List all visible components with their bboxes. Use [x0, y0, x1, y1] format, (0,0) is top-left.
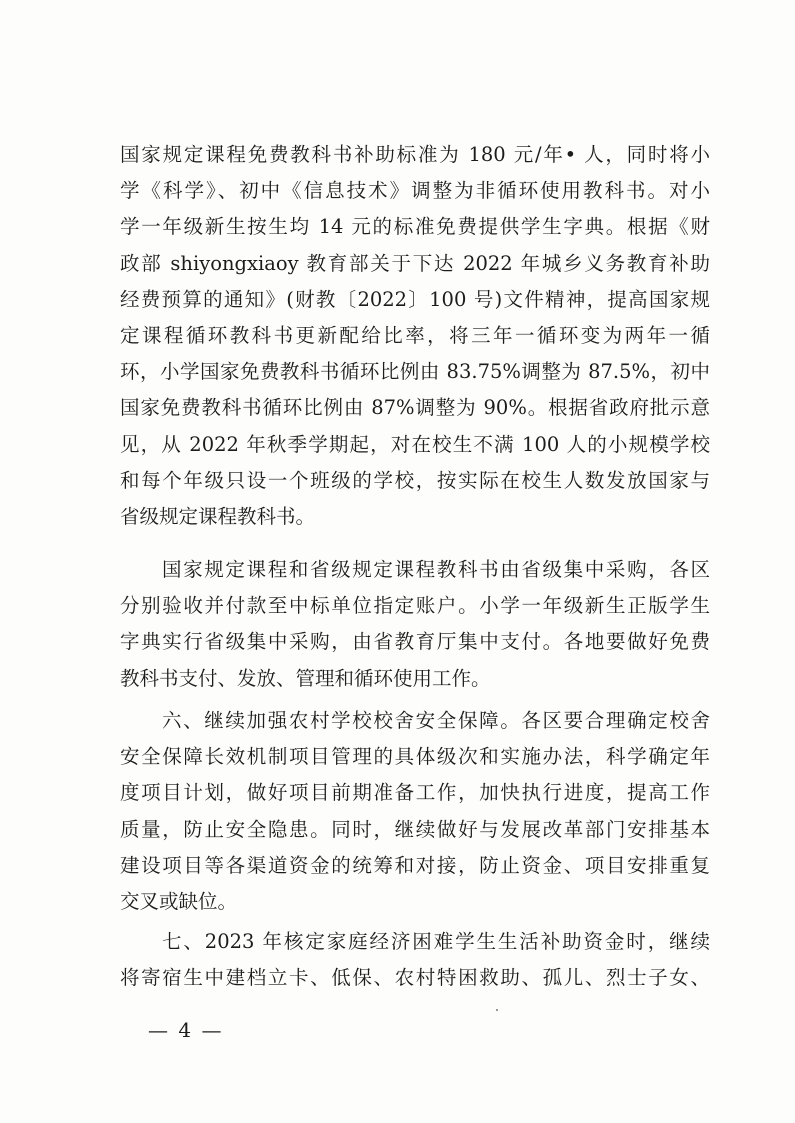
text-line: 省级规定课程教科书。 [120, 504, 316, 528]
text-line: 质量，防止安全隐患。同时，继续做好与发展改革部门安排基本 [120, 817, 710, 841]
para-section-seven [120, 924, 710, 996]
para-textbook-standard [120, 137, 710, 535]
para-procurement [120, 552, 710, 697]
text-line: 交叉或缺位。 [120, 889, 238, 913]
text-line: 和每个年级只设一个班级的学校，按实际在校生人数发放国家与 [120, 468, 710, 492]
text-line: 安全保障长效机制项目管理的具体级次和实施办法，科学确定年 [120, 745, 710, 769]
text-line: 国家免费教科书循环比例由 87%调整为 90%。根据省政府批示意 [120, 396, 710, 420]
text-line: 度项目计划，做好项目前期准备工作，加快执行进度，提高工作 [120, 781, 710, 805]
text-line: 国家规定课程和省级规定课程教科书由省级集中采购，各区 [162, 558, 710, 581]
scan-speck [496, 1009, 498, 1011]
text-line: 将寄宿生中建档立卡、低保、农村特困救助、孤儿、烈士子女、 [120, 966, 710, 990]
text-line: 建设项目等各渠道资金的统筹和对接，防止资金、项目安排重复 [120, 853, 710, 877]
text-line: 见，从 2022 年秋季学期起，对在校生不满 100 人的小规模学校 [120, 432, 710, 456]
text-line: 政部 shiyongxiaoy 教育部关于下达 2022 年城乡义务教育补助 [120, 251, 710, 275]
text-line: 六、继续加强农村学校校舍安全保障。各区要合理确定校舍 [162, 709, 710, 732]
para-section-six [120, 703, 710, 920]
text-line: 环，小学国家免费教科书循环比例由 83.75%调整为 87.5%，初中 [120, 360, 710, 384]
text-line: 教科书支付、发放、管理和循环使用工作。 [120, 666, 491, 690]
text-line: 国家规定课程免费教科书补助标准为 180 元/年• 人，同时将小 [120, 143, 710, 166]
text-line: 字典实行省级集中采购，由省教育厅集中支付。各地要做好免费 [120, 630, 710, 654]
text-line: 经费预算的通知》(财教〔2022〕100 号)文件精神，提高国家规 [120, 287, 710, 311]
text-line: 七、2023 年核定家庭经济困难学生生活补助资金时，继续 [162, 930, 710, 953]
text-line: 学《科学》、初中《信息技术》调整为非循环使用教科书。对小 [120, 179, 710, 203]
text-line: 学一年级新生按生均 14 元的标准免费提供学生字典。根据《财 [120, 215, 710, 239]
text-line: 分别验收并付款至中标单位指定账户。小学一年级新生正版学生 [120, 594, 710, 618]
text-line: 定课程循环教科书更新配给比率，将三年一循环变为两年一循 [120, 323, 710, 347]
page-number: — 4 — [148, 1018, 224, 1042]
